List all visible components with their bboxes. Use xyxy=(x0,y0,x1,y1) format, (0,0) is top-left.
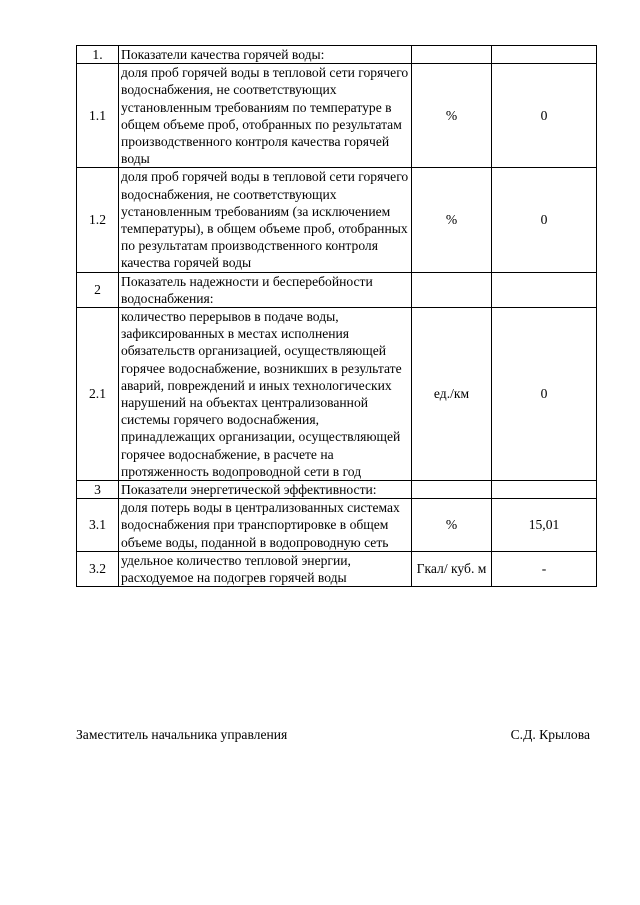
table-row xyxy=(77,64,597,168)
row-unit: % xyxy=(412,168,492,272)
table-row xyxy=(77,481,597,499)
row-unit: % xyxy=(412,64,492,168)
table-row xyxy=(77,499,597,552)
signatory-name: С.Д. Крылова xyxy=(510,727,590,742)
table-row xyxy=(77,308,597,481)
row-unit xyxy=(412,481,492,499)
row-unit: Гкал/ куб. м xyxy=(412,551,492,586)
row-value: 0 xyxy=(492,64,597,168)
row-value: 0 xyxy=(492,168,597,272)
row-number: 3.1 xyxy=(77,499,119,552)
row-unit xyxy=(412,46,492,64)
table-row xyxy=(77,551,597,586)
table-row xyxy=(77,168,597,272)
table-row xyxy=(77,272,597,307)
row-description: доля потерь воды в централизованных системах водоснабжения при транспортировке в общем объеме воды, поданной в водопроводную сеть xyxy=(119,499,412,552)
row-unit xyxy=(412,272,492,307)
row-description: Показатели качества горячей воды: xyxy=(119,46,412,64)
row-number: 3.2 xyxy=(77,551,119,586)
row-description: доля проб горячей воды в тепловой сети горячего водоснабжения, не соответствующих установленным требованиям по температуре в общем объеме проб, отобранных по результатам производственного контроля качества горячей воды xyxy=(119,64,412,168)
row-number: 1.1 xyxy=(77,64,119,168)
row-description: Показатель надежности и бесперебойности водоснабжения: xyxy=(119,272,412,307)
row-unit: ед./км xyxy=(412,308,492,481)
row-description: количество перерывов в подаче воды, зафиксированных в местах исполнения обязательств организацией, осуществляющей горячее водоснабжение, возникших в результате аварий, повреждений и иных технологических нарушений на объектах централизованной системы горячего водоснабжения, принадлежащих организации, осуществляющей горячее водоснабжение, в расчете на протяженность водопроводной сети в год xyxy=(119,308,412,481)
signatory-title: Заместитель начальника управления xyxy=(76,727,288,742)
row-unit: % xyxy=(412,499,492,552)
row-number: 2.1 xyxy=(77,308,119,481)
row-value: - xyxy=(492,551,597,586)
row-number: 1.2 xyxy=(77,168,119,272)
row-number: 2 xyxy=(77,272,119,307)
row-value: 0 xyxy=(492,308,597,481)
row-value xyxy=(492,481,597,499)
row-number: 1. xyxy=(77,46,119,64)
row-description: доля проб горячей воды в тепловой сети горячего водоснабжения, не соответствующих установленным требованиям (за исключением температуры), в общем объеме проб, отобранных по результатам производственного контроля качества горячей воды xyxy=(119,168,412,272)
row-value xyxy=(492,46,597,64)
row-description: удельное количество тепловой энергии, расходуемое на подогрев горячей воды xyxy=(119,551,412,586)
row-number: 3 xyxy=(77,481,119,499)
indicators-table xyxy=(76,45,597,587)
row-value: 15,01 xyxy=(492,499,597,552)
row-value xyxy=(492,272,597,307)
row-description: Показатели энергетической эффективности: xyxy=(119,481,412,499)
table-row xyxy=(77,46,597,64)
